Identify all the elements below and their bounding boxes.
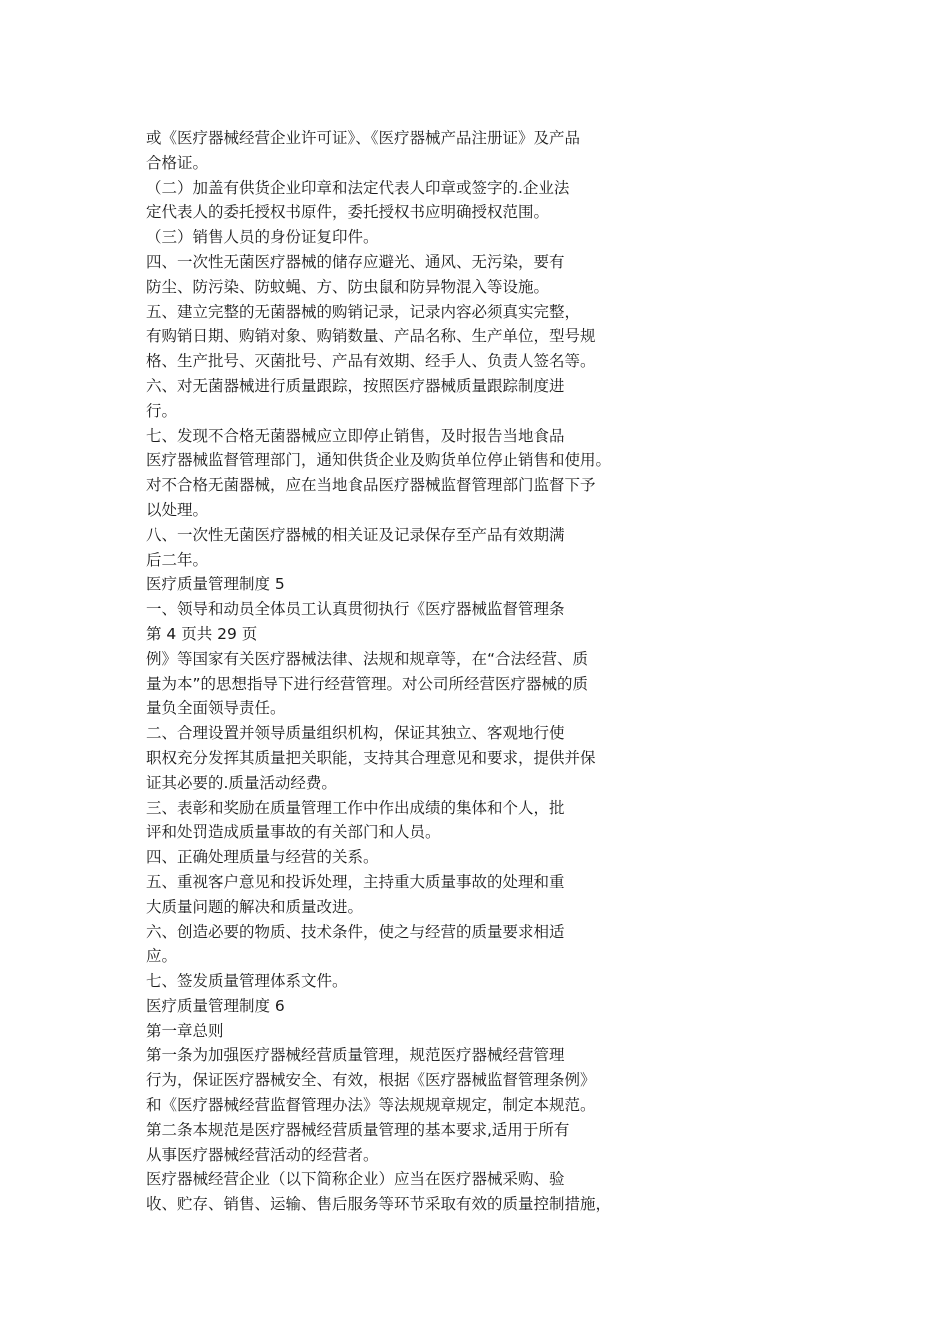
text-line: 防尘、防污染、防蚊蝇、方、防虫鼠和防异物混入等设施。 [146, 277, 550, 296]
text-line: （二）加盖有供货企业印章和法定代表人印章或签字的.企业法 [146, 178, 570, 197]
text-line: 四、正确处理质量与经营的关系。 [146, 848, 379, 867]
text-line: 大质量问题的解决和质量改进。 [146, 897, 364, 916]
text-line: 量负全面领导责任。 [146, 699, 286, 718]
text-line: 五、重视客户意见和投诉处理，主持重大质量事故的处理和重 [146, 872, 565, 891]
text-line: 行为，保证医疗器械安全、有效，根据《医疗器械监督管理条例》 [146, 1071, 596, 1090]
text-line: 七、签发质量管理体系文件。 [146, 972, 348, 991]
section-heading: 医疗质量管理制度 6 [146, 996, 285, 1015]
text-line: 后二年。 [146, 550, 209, 569]
text-line: 以处理。 [146, 500, 209, 519]
text-line: 二、合理设置并领导质量组织机构，保证其独立、客观地行使 [146, 724, 565, 743]
section-heading: 医疗质量管理制度 5 [146, 575, 285, 594]
text-line: 职权充分发挥其质量把关职能，支持其合理意见和要求，提供并保 [146, 748, 596, 767]
page-number: 第 4 页共 29 页 [146, 624, 258, 643]
text-line: 从事医疗器械经营活动的经营者。 [146, 1145, 379, 1164]
text-line: 格、生产批号、灭菌批号、产品有效期、经手人、负责人签名等。 [146, 352, 596, 371]
text-line: （三）销售人员的身份证复印件。 [146, 228, 379, 247]
text-line: 证其必要的.质量活动经费。 [146, 773, 337, 792]
text-line: 六、对无菌器械进行质量跟踪，按照医疗器械质量跟踪制度进 [146, 376, 565, 395]
text-line: 医疗器械经营企业（以下简称企业）应当在医疗器械采购、验 [146, 1170, 565, 1189]
text-line: 第一条为加强医疗器械经营质量管理，规范医疗器械经营管理 [146, 1046, 565, 1065]
text-line: 医疗器械监督管理部门，通知供货企业及购货单位停止销售和使用。 [146, 451, 612, 470]
text-line: 行。 [146, 401, 178, 420]
text-line: 量为本”的思想指导下进行经营管理。对公司所经营医疗器械的质 [146, 674, 589, 693]
text-line: 六、创造必要的物质、技术条件，使之与经营的质量要求相适 [146, 922, 565, 941]
text-line: 五、建立完整的无菌器械的购销记录，记录内容必须真实完整， [146, 302, 581, 321]
text-line: 八、一次性无菌医疗器械的相关证及记录保存至产品有效期满 [146, 525, 565, 544]
text-line: 三、表彰和奖励在质量管理工作中作出成绩的集体和个人，批 [146, 798, 565, 817]
text-line: 或《医疗器械经营企业许可证》、《医疗器械产品注册证》及产品 [146, 129, 581, 147]
text-line: 七、发现不合格无菌器械应立即停止销售，及时报告当地食品 [146, 426, 565, 445]
text-line: 有购销日期、购销对象、购销数量、产品名称、生产单位，型号规 [146, 327, 596, 346]
text-line: 收、贮存、销售、运输、售后服务等环节采取有效的质量控制措施， [146, 1195, 612, 1214]
text-line: 和《医疗器械经营监督管理办法》等法规规章规定，制定本规范。 [146, 1096, 596, 1115]
text-line: 四、一次性无菌医疗器械的储存应避光、通风、无污染，要有 [146, 252, 565, 271]
document-body [146, 126, 936, 1217]
text-line: 定代表人的委托授权书原件，委托授权书应明确授权范围。 [146, 203, 550, 222]
text-line: 第二条本规范是医疗器械经营质量管理的基本要求,适用于所有 [146, 1120, 570, 1139]
text-line: 例》等国家有关医疗器械法律、法规和规章等，在“合法经营、质 [146, 649, 589, 668]
text-line: 对不合格无菌器械，应在当地食品医疗器械监督管理部门监督下予 [146, 476, 596, 495]
text-line: 合格证。 [146, 153, 209, 172]
chapter-heading: 第一章总则 [146, 1021, 224, 1040]
text-line: 评和处罚造成质量事故的有关部门和人员。 [146, 823, 441, 842]
text-line: 应。 [146, 947, 178, 966]
text-line: 一、领导和动员全体员工认真贯彻执行《医疗器械监督管理条 [146, 600, 565, 619]
